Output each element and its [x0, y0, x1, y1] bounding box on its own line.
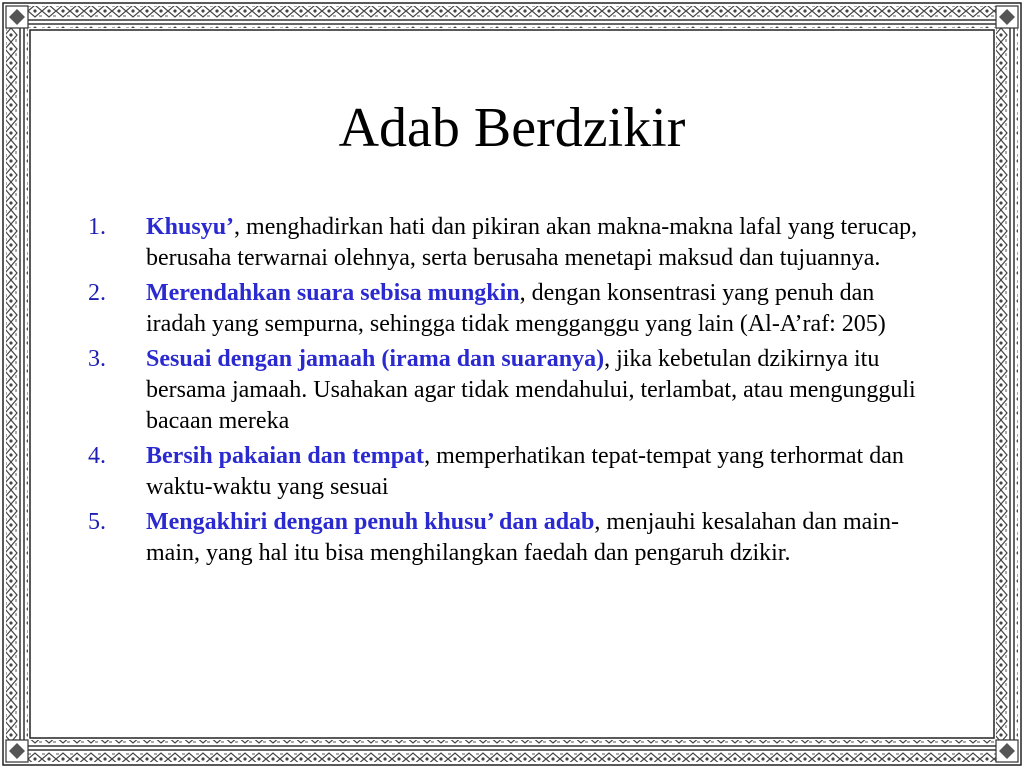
adab-list — [88, 212, 938, 573]
item-term: Khusyu’ — [146, 214, 235, 240]
item-term: Merendahkan suara sebisa mungkin — [146, 280, 520, 306]
item-body — [146, 278, 938, 340]
item-number: 1. — [88, 214, 106, 240]
item-text: , jika kebetulan dzikirnya itu bersama jamaah. Usahakan agar tidak mendahului, terlambat, atau mengungguli bacaan mereka — [146, 346, 916, 434]
item-body — [146, 507, 938, 569]
slide-title: Adab Berdzikir — [338, 97, 686, 159]
list-item — [88, 507, 938, 569]
item-term: Mengakhiri dengan penuh khusu’ dan adab — [146, 509, 595, 535]
item-number: 5. — [88, 509, 106, 535]
item-text: , dengan konsentrasi yang penuh dan iradah yang sempurna, sehingga tidak mengganggu yang lain (Al-A’raf: 205) — [146, 280, 886, 337]
item-term: Bersih pakaian dan tempat — [146, 443, 425, 469]
item-number: 3. — [88, 346, 106, 372]
item-body — [146, 212, 938, 274]
item-text: , menjauhi kesalahan dan main-main, yang hal itu bisa menghilangkan faedah dan pengaruh dzikir. — [146, 509, 899, 566]
list-item — [88, 278, 938, 340]
item-body — [146, 441, 938, 503]
item-term: Sesuai dengan jamaah (irama dan suaranya) — [146, 346, 605, 372]
list-item — [88, 212, 938, 274]
list-item — [88, 441, 938, 503]
item-number: 4. — [88, 443, 106, 469]
item-body — [146, 344, 938, 437]
item-text: , menghadirkan hati dan pikiran akan makna-makna lafal yang terucap, berusaha terwarnai olehnya, serta berusaha menetapi maksud dan tujuannya. — [146, 214, 918, 271]
item-text: , memperhatikan tepat-tempat yang terhormat dan waktu-waktu yang sesuai — [146, 443, 904, 500]
item-number: 2. — [88, 280, 106, 306]
list-item — [88, 344, 938, 437]
